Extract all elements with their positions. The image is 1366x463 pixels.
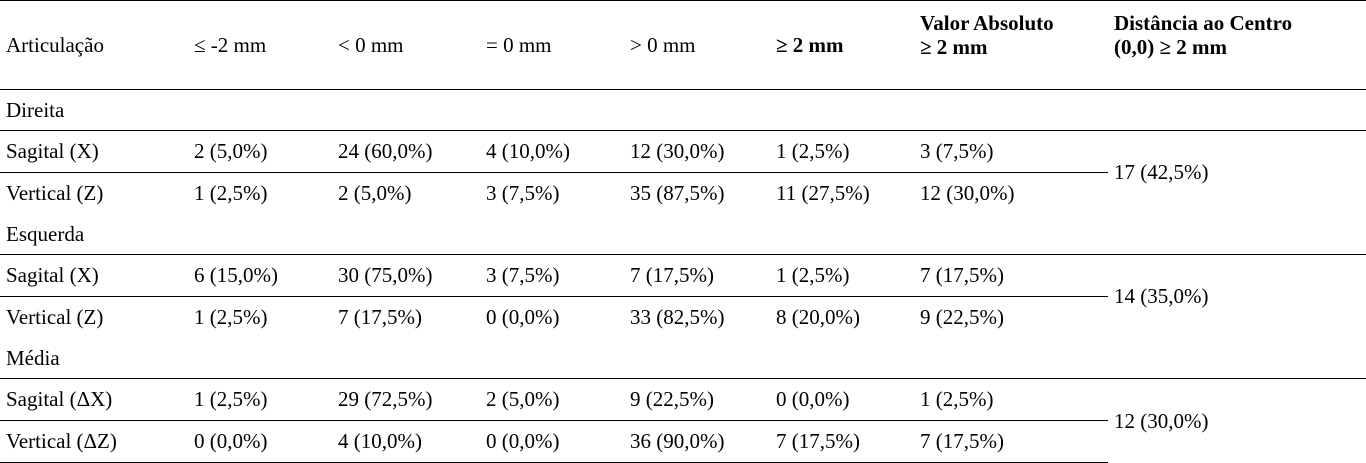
cell-abs: 3 (7,5%) (914, 131, 1108, 173)
cell-gt0: 33 (82,5%) (624, 297, 770, 339)
table-row (0, 131, 1366, 173)
cell-distance: 12 (30,0%) (1108, 379, 1366, 463)
cell-eq0: 2 (5,0%) (480, 379, 624, 421)
cell-gt0: 9 (22,5%) (624, 379, 770, 421)
header-eq0: = 0 mm (480, 1, 624, 90)
cell-ge2: 0 (0,0%) (770, 379, 914, 421)
header-le-neg2: ≤ -2 mm (188, 1, 332, 90)
cell-le-neg2: 1 (2,5%) (188, 297, 332, 339)
row-label: Vertical (Z) (0, 297, 188, 339)
header-lt0: < 0 mm (332, 1, 480, 90)
header-ge2: ≥ 2 mm (770, 1, 914, 90)
cell-le-neg2: 1 (2,5%) (188, 173, 332, 215)
cell-eq0: 3 (7,5%) (480, 255, 624, 297)
cell-abs: 9 (22,5%) (914, 297, 1108, 339)
cell-ge2: 11 (27,5%) (770, 173, 914, 215)
cell-gt0: 7 (17,5%) (624, 255, 770, 297)
cell-abs: 7 (17,5%) (914, 255, 1108, 297)
header-abs (914, 1, 1108, 90)
cell-eq0: 0 (0,0%) (480, 297, 624, 339)
row-label: Sagital (X) (0, 255, 188, 297)
cell-abs: 1 (2,5%) (914, 379, 1108, 421)
header-distance-line2: (0,0) ≥ 2 mm (1114, 35, 1227, 60)
cell-lt0: 2 (5,0%) (332, 173, 480, 215)
cell-lt0: 24 (60,0%) (332, 131, 480, 173)
cell-lt0: 7 (17,5%) (332, 297, 480, 339)
cell-gt0: 36 (90,0%) (624, 421, 770, 463)
cell-le-neg2: 6 (15,0%) (188, 255, 332, 297)
table-row (0, 379, 1366, 421)
section-row-media (0, 338, 1366, 379)
cell-distance: 14 (35,0%) (1108, 255, 1366, 339)
section-row-direita (0, 90, 1366, 131)
cell-ge2: 8 (20,0%) (770, 297, 914, 339)
header-distance-line1: Distância ao Centro (1114, 11, 1293, 35)
cell-le-neg2: 0 (0,0%) (188, 421, 332, 463)
cell-abs: 7 (17,5%) (914, 421, 1108, 463)
header-distance (1108, 1, 1366, 90)
row-label: Sagital (X) (0, 131, 188, 173)
cell-gt0: 12 (30,0%) (624, 131, 770, 173)
section-title: Média (6, 345, 60, 370)
cell-lt0: 4 (10,0%) (332, 421, 480, 463)
cell-eq0: 4 (10,0%) (480, 131, 624, 173)
header-abs-line2: ≥ 2 mm (920, 35, 988, 60)
cell-le-neg2: 1 (2,5%) (188, 379, 332, 421)
cell-eq0: 0 (0,0%) (480, 421, 624, 463)
header-abs-line1: Valor Absoluto (920, 11, 1054, 35)
cell-gt0: 35 (87,5%) (624, 173, 770, 215)
row-label: Vertical (Z) (0, 173, 188, 215)
cell-ge2: 7 (17,5%) (770, 421, 914, 463)
cell-eq0: 3 (7,5%) (480, 173, 624, 215)
cell-le-neg2: 2 (5,0%) (188, 131, 332, 173)
cell-lt0: 29 (72,5%) (332, 379, 480, 421)
table-row (0, 255, 1366, 297)
section-row-esquerda (0, 214, 1366, 255)
header-articulacao: Articulação (0, 1, 188, 90)
section-title: Esquerda (6, 221, 85, 246)
cell-lt0: 30 (75,0%) (332, 255, 480, 297)
section-title: Direita (6, 97, 65, 122)
cell-ge2: 1 (2,5%) (770, 255, 914, 297)
row-label: Sagital (ΔX) (0, 379, 188, 421)
header-gt0: > 0 mm (624, 1, 770, 90)
table-header-row (0, 1, 1366, 90)
cell-distance: 17 (42,5%) (1108, 131, 1366, 215)
cell-abs: 12 (30,0%) (914, 173, 1108, 215)
cell-ge2: 1 (2,5%) (770, 131, 914, 173)
row-label: Vertical (ΔZ) (0, 421, 188, 463)
